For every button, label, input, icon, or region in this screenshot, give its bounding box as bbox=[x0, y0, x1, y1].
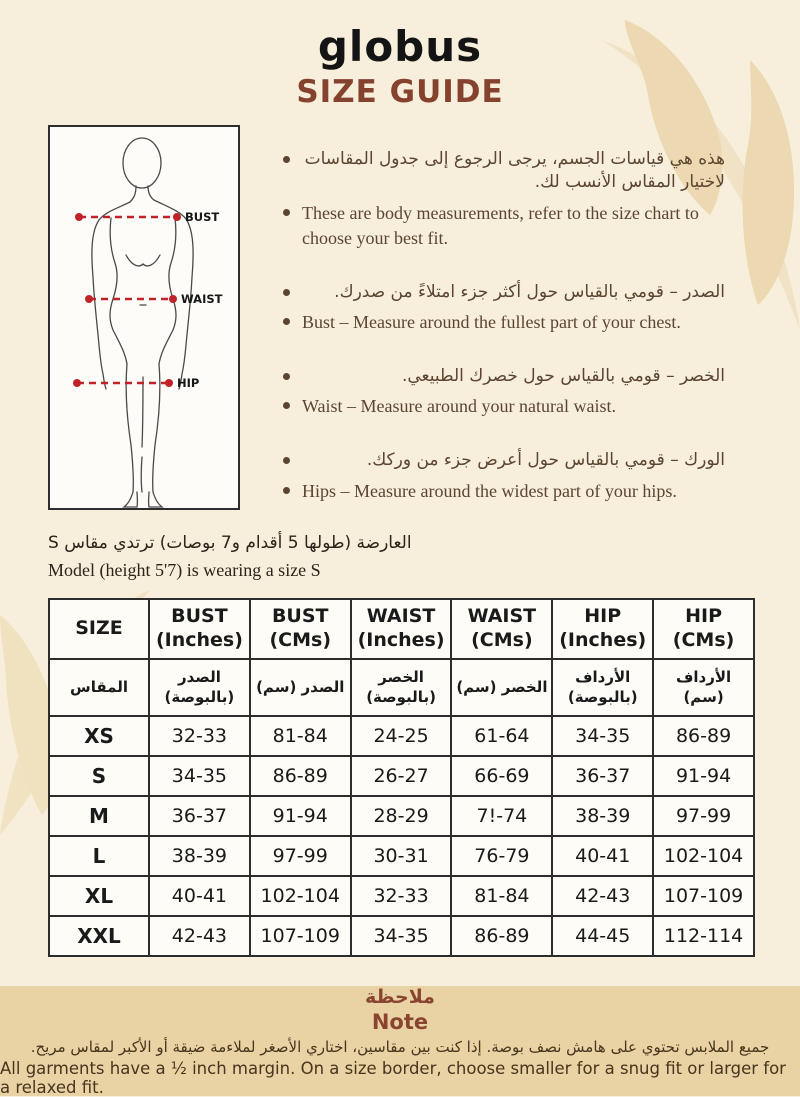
instruction-text: Waist – Measure around your natural waist. bbox=[302, 396, 616, 417]
instruction-item-en bbox=[283, 479, 725, 504]
instruction-item-ar bbox=[283, 148, 725, 195]
column-header: BUST (CMs) bbox=[250, 599, 351, 659]
column-header: HIP (CMs) bbox=[653, 599, 754, 659]
bullet-dot-icon bbox=[283, 373, 290, 380]
bullet-dot-icon bbox=[283, 289, 290, 296]
measurement-cell: 81-84 bbox=[451, 876, 552, 916]
column-header-ar: الأرداف (سم) bbox=[653, 659, 754, 716]
bust-label: BUST bbox=[185, 210, 220, 224]
column-header: SIZE bbox=[49, 599, 149, 659]
measurement-cell: 66-69 bbox=[451, 756, 552, 796]
bullet-dot-icon bbox=[283, 457, 290, 464]
column-header-ar: المقاس bbox=[49, 659, 149, 716]
measurement-cell: 42-43 bbox=[149, 916, 250, 956]
column-header-ar: الأرداف (بالبوصة) bbox=[552, 659, 653, 716]
instruction-text: الورك – قومي بالقياس حول أعرض جزء من وركك. bbox=[366, 450, 725, 471]
measurement-cell: 40-41 bbox=[149, 876, 250, 916]
measurement-cell: 97-99 bbox=[250, 836, 351, 876]
note-section bbox=[0, 986, 800, 1096]
measurement-cell: 102-104 bbox=[250, 876, 351, 916]
measurement-cell: 102-104 bbox=[653, 836, 754, 876]
instruction-text: Hips – Measure around the widest part of your hips. bbox=[302, 480, 677, 501]
size-label-cell: S bbox=[49, 756, 149, 796]
measurement-cell: 26-27 bbox=[351, 756, 452, 796]
measurement-cell: 86-89 bbox=[451, 916, 552, 956]
measurement-cell: 112-114 bbox=[653, 916, 754, 956]
table-header-row-en bbox=[49, 599, 754, 659]
measurement-cell: 61-64 bbox=[451, 716, 552, 756]
model-size-note bbox=[48, 531, 728, 583]
column-header: HIP (Inches) bbox=[552, 599, 653, 659]
measurement-cell: 38-39 bbox=[149, 836, 250, 876]
measurement-cell: 40-41 bbox=[552, 836, 653, 876]
measurement-cell: 44-45 bbox=[552, 916, 653, 956]
measurement-cell: 28-29 bbox=[351, 796, 452, 836]
column-header-ar: الصدر (سم) bbox=[250, 659, 351, 716]
instruction-group bbox=[283, 365, 725, 419]
measurement-cell: 34-35 bbox=[149, 756, 250, 796]
instruction-text: الخصر – قومي بالقياس حول خصرك الطبيعي. bbox=[401, 365, 725, 386]
measurement-cell: 7!-74 bbox=[451, 796, 552, 836]
instruction-text: These are body measurements, refer to the size chart to choose your best fit. bbox=[302, 202, 699, 248]
waist-label: WAIST bbox=[181, 292, 223, 306]
page-title: SIZE GUIDE bbox=[296, 74, 504, 110]
table-row bbox=[49, 836, 754, 876]
size-label-cell: M bbox=[49, 796, 149, 836]
measurement-cell: 38-39 bbox=[552, 796, 653, 836]
instruction-group bbox=[283, 281, 725, 335]
measurement-cell: 107-109 bbox=[653, 876, 754, 916]
measurement-cell: 36-37 bbox=[552, 756, 653, 796]
column-header-ar: الخصر (بالبوصة) bbox=[351, 659, 452, 716]
size-chart-table bbox=[48, 598, 755, 957]
measurement-cell: 107-109 bbox=[250, 916, 351, 956]
instruction-group bbox=[283, 449, 725, 503]
size-label-cell: XXL bbox=[49, 916, 149, 956]
table-row bbox=[49, 916, 754, 956]
bullet-dot-icon bbox=[283, 209, 290, 216]
column-header-ar: الخصر (سم) bbox=[451, 659, 552, 716]
note-body-ar: جميع الملابس تحتوي على هامش نصف بوصة. إذا كنت بين مقاسين، اختاري الأصغر لملاءمة ضيقة أو الأكبر لمقاس مريح. bbox=[30, 1037, 770, 1056]
brand-logo: globus bbox=[317, 22, 483, 71]
hip-label: HIP bbox=[177, 376, 200, 390]
measurement-cell: 81-84 bbox=[250, 716, 351, 756]
female-figure-sketch bbox=[50, 127, 238, 508]
measurement-cell: 91-94 bbox=[653, 756, 754, 796]
instruction-item-ar bbox=[283, 281, 725, 304]
instruction-text: هذه هي قياسات الجسم، يرجى الرجوع إلى جدول المقاسات لاختيار المقاس الأنسب لك. bbox=[304, 149, 725, 193]
body-measurement-figure bbox=[48, 125, 240, 510]
note-title-ar: ملاحظة bbox=[365, 985, 435, 1008]
table-row bbox=[49, 716, 754, 756]
measurement-cell: 97-99 bbox=[653, 796, 754, 836]
bullet-dot-icon bbox=[283, 156, 290, 163]
measurement-cell: 30-31 bbox=[351, 836, 452, 876]
instruction-item-en bbox=[283, 394, 725, 419]
measurement-cell: 86-89 bbox=[250, 756, 351, 796]
instruction-item-en bbox=[283, 201, 725, 251]
instruction-item-ar bbox=[283, 449, 725, 472]
instruction-item-ar bbox=[283, 365, 725, 388]
instruction-text: الصدر – قومي بالقياس حول أكثر جزء امتلاءً من صدرك. bbox=[334, 281, 725, 302]
instruction-text: Bust – Measure around the fullest part of your chest. bbox=[302, 312, 681, 333]
size-label-cell: XL bbox=[49, 876, 149, 916]
measurement-cell: 76-79 bbox=[451, 836, 552, 876]
table-row bbox=[49, 796, 754, 836]
measurement-cell: 32-33 bbox=[149, 716, 250, 756]
note-title-en: Note bbox=[371, 1009, 429, 1034]
note-body-en: All garments have a ½ inch margin. On a size border, choose smaller for a snug fit or larger for a relaxed fit. bbox=[0, 1058, 786, 1097]
column-header: BUST (Inches) bbox=[149, 599, 250, 659]
table-row bbox=[49, 756, 754, 796]
measurement-cell: 91-94 bbox=[250, 796, 351, 836]
column-header: WAIST (Inches) bbox=[351, 599, 452, 659]
measurement-cell: 86-89 bbox=[653, 716, 754, 756]
measurement-cell: 34-35 bbox=[552, 716, 653, 756]
measurement-cell: 34-35 bbox=[351, 916, 452, 956]
instructions-list bbox=[283, 148, 725, 503]
measurement-cell: 42-43 bbox=[552, 876, 653, 916]
table-header-row-ar bbox=[49, 659, 754, 716]
bullet-dot-icon bbox=[283, 318, 290, 325]
instruction-group bbox=[283, 148, 725, 251]
size-label-cell: L bbox=[49, 836, 149, 876]
table-row bbox=[49, 876, 754, 916]
measurement-cell: 24-25 bbox=[351, 716, 452, 756]
bullet-dot-icon bbox=[283, 402, 290, 409]
model-note-en: Model (height 5'7) is wearing a size S bbox=[48, 559, 321, 580]
column-header-ar: الصدر (بالبوصة) bbox=[149, 659, 250, 716]
bullet-dot-icon bbox=[283, 487, 290, 494]
measurement-cell: 36-37 bbox=[149, 796, 250, 836]
model-note-ar: العارضة (طولها 5 أقدام و7 بوصات) ترتدي مقاس S bbox=[48, 533, 412, 553]
measurement-cell: 32-33 bbox=[351, 876, 452, 916]
instruction-item-en bbox=[283, 310, 725, 335]
size-label-cell: XS bbox=[49, 716, 149, 756]
column-header: WAIST (CMs) bbox=[451, 599, 552, 659]
